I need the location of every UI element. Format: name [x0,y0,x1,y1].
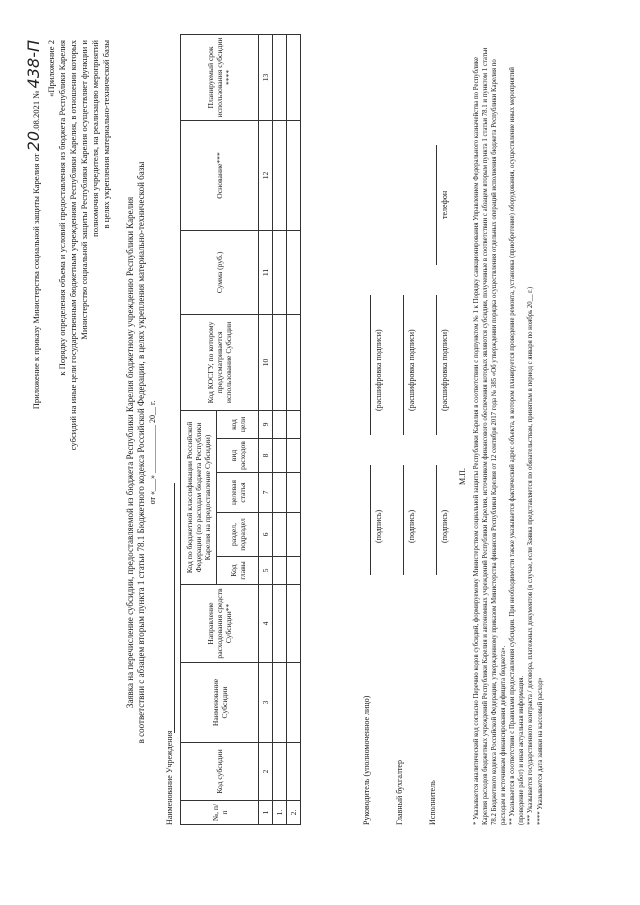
accountant-signature-line [403,465,404,575]
signer-head-label: Руководитель (уполномоченное лицо) [362,695,371,825]
executor-phone-line [436,145,437,265]
appendix-label: «Приложение 2 [46,40,56,97]
table-row [287,34,301,824]
request-title-line-1: Заявка на перечисление субсидии, предоставляемой из бюджета Республики Карелия бюджетному учреждению Республики Карелия [125,196,135,709]
footnote-3: *** Указывается государственного контракта / договора, платежных документов (в случае, если Заявка представляется по обязательствам, принятым в период с января по ноябрь 20__ г.) [527,286,534,825]
executor-signature-caption: (подпись) [440,509,449,543]
footnote-2: ** Указывается в соответствии с Правилами предоставления субсидии. При необходимости также указывается фактический адрес объекта, в котором планируется проведение ремонта, установка (приобретение) оборудования, осуществление иных мероприятий (проведение работ) и иная актуальная информация. [509,67,525,825]
appendix-line-5: в целях укрепления материально-технической базы [101,40,111,229]
signer-accountant-label: Главный бухгалтер [395,760,404,825]
sub-header-purpose-code: код цели [217,410,259,438]
col-header-name: Наименование Субсидии [181,663,259,743]
footnote-4: **** Указывается дата заявки на кассовый расход» [537,677,544,825]
institution-line [174,483,175,733]
head-signature-caption: (подпись) [374,509,383,543]
table-row [273,34,287,824]
col-header-sum: Сумма (руб.) [181,230,259,314]
institution-label: Наименование Учреждения [165,730,174,825]
request-date-line: от «___» ____________ 20__ г. [148,400,157,505]
row-number: 2. [287,801,301,825]
accountant-signature-caption: (подпись) [407,509,416,543]
accountant-name-caption: (расшифровка подписи) [407,329,416,411]
sub-header-expense-type: вид расходов [217,439,259,473]
footnote-1: * Указывается аналитический код согласно Перечню кодов субсидий, формируемому Министерством социальной защиты Республики Карелия в соответствии с подпунктом № 1 к Порядку санкционирования Управлением Федерального казначейства по Республике Карелия расходов бюджетных учреждений Республики Карелия и автономных учреждений Республики Карелия, источником финансового обеспечения которых являются субсидии, полученные в соответствии с абзацем вторым пункта 1 статьи 78.1 и пунктом 1 статьи 78.2 Бюджетного кодекса Российской Федерации, утвержденному приказом Министерства финансов Республики Карелия от 12 сентября 2017 года № 385 «Об утверждении порядка осуществления отдельных операций исполнения бюджета Республики Карелия по расходам и источникам финансирования дефицита бюджета». [473,47,507,825]
col-header-term: Планируемый срок использования субсидии **** [181,34,259,120]
col-header-no: №, п/п [181,801,259,825]
signer-executor-label: Исполнитель [428,780,437,825]
appendix-line-2: субсидий на иные цели государственным бюджетным учреждениям Республики Карелия, в отношении которых [68,40,78,451]
col-header-budget-code: Код по бюджетной классификации Российской Федерации (по расходам бюджета Республики Карелия на предоставление Субсидии) [181,410,217,584]
executor-signature-line [436,465,437,575]
executor-phone-caption: телефон [440,190,449,219]
sub-header-target: целевая статья [217,473,259,513]
col-header-basis: Основание*** [181,120,259,230]
sub-header-chief: Код главы [217,557,259,585]
handwritten-date: 20 [24,130,43,152]
appendix-line-4: полномочия учредителя, на реализацию мероприятий [90,40,100,237]
col-header-code: Код субсидии [181,743,259,801]
head-signature-line [370,465,371,575]
request-title-line-2: в соответствии с абзацем вторым пункта 1 статьи 78.1 Бюджетного кодекса Российской Федерации, в целях укрепления материально-технической базы [136,161,146,744]
accountant-name-line [403,295,404,435]
request-table [180,34,301,825]
head-name-line [370,295,371,435]
stamp-place-label: М.П. [458,468,467,485]
executor-name-line [436,295,437,435]
col-header-direction: Направление расходования средств Субсидии** [181,585,259,663]
executor-name-caption: (расшифровка подписи) [440,329,449,411]
appendix-line-1: к Порядку определения объема и условий предоставления из бюджета Республики Карелия [57,40,67,376]
appendix-order-line: Приложение к приказу Министерства социальной защиты Карелия от 20.08.2021 № 438-П [24,40,43,410]
appendix-line-3: Министерство социальной защиты Республики Карелия осуществляет функции и [79,40,89,340]
head-name-caption: (расшифровка подписи) [374,329,383,411]
handwritten-number: 438-П [24,40,43,89]
sub-header-section: раздел, подраздел [217,513,259,557]
row-number: 1. [273,801,287,825]
col-header-kosgu: Код КОСГУ, по которому предусматривается использование Субсидии [181,314,259,410]
table-number-row: 1 2 3 4 5 6 7 8 9 10 11 12 13 [259,34,273,824]
